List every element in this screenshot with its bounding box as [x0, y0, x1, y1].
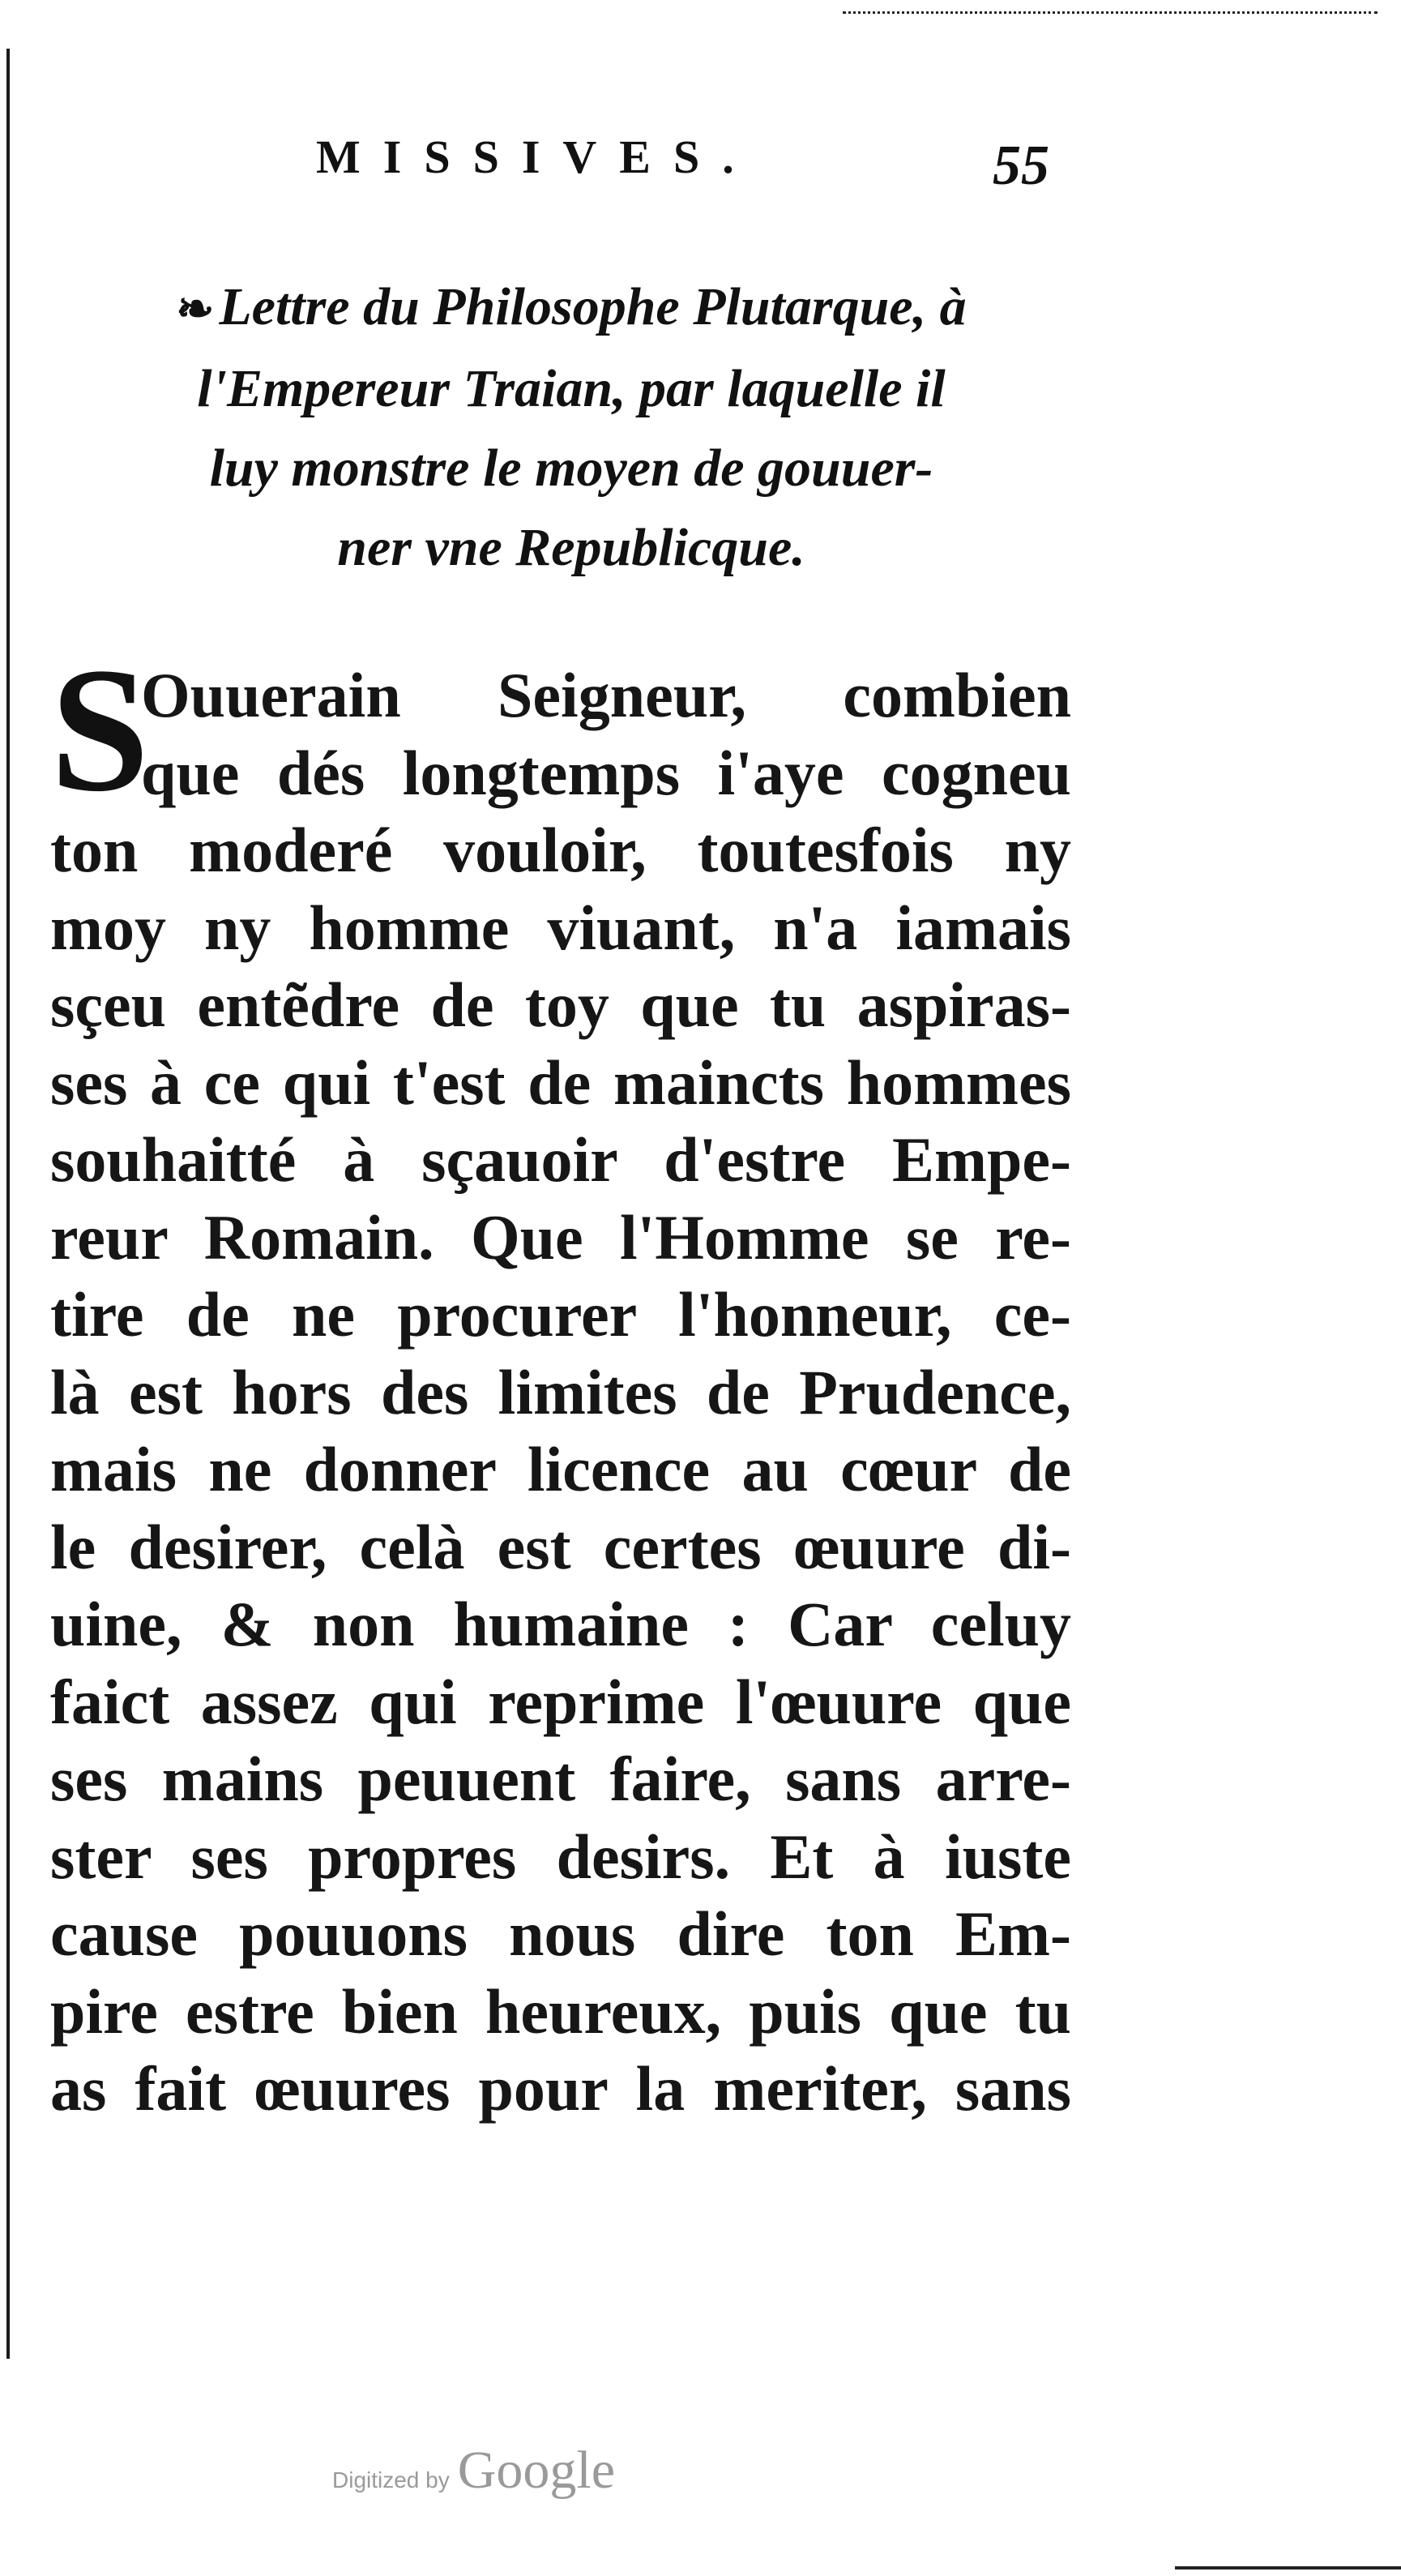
body-line: mais ne donner licence au cœur de — [50, 1434, 1071, 1504]
page-edge-line — [6, 49, 10, 2359]
body-line: moy ny homme viuant, n'a iamais — [50, 892, 1071, 963]
body-line: souhaitté à sçauoir d'estre Empe- — [50, 1124, 1071, 1195]
body-line: cause pouuons nous dire ton Em- — [50, 1898, 1071, 1969]
letter-body — [50, 657, 1071, 2128]
letter-heading — [57, 267, 1086, 588]
heading-line-2: l'Empereur Traian, par laquelle il — [197, 359, 946, 418]
body-line: pire estre bien heureux, puis que tu — [50, 1975, 1071, 2047]
digitization-watermark — [332, 2440, 615, 2501]
heading-line-1: ❧Lettre du Philosophe Plutarque, à — [176, 277, 967, 336]
google-logo: Google — [457, 2441, 616, 2500]
bottom-margin-ink — [1175, 2566, 1401, 2570]
body-line: uine, & non humaine : Car celuy — [50, 1589, 1071, 1659]
body-line: que dés longtemps i'aye cogneu — [141, 737, 1071, 808]
heading-line-4: ner vne Republicque. — [337, 518, 805, 577]
page-number: 55 — [993, 135, 1049, 197]
running-head: MISSIVES. — [316, 131, 757, 183]
body-line: tire de ne procurer l'honneur, ce- — [50, 1279, 1071, 1350]
drop-cap: S — [50, 631, 150, 828]
body-line: ster ses propres desirs. Et à iuste — [50, 1821, 1071, 1892]
body-line: ses à ce qui t'est de maincts hommes — [50, 1046, 1071, 1118]
body-line: ses mains peuuent faire, sans arre- — [50, 1744, 1071, 1814]
body-line: as fait œuures pour la meriter, sans — [50, 2053, 1071, 2124]
body-line: faict assez qui reprime l'œuure que — [50, 1666, 1071, 1737]
body-line: ton moderé vouloir, toutesfois ny — [50, 815, 1071, 885]
fleuron-icon: ❧ — [176, 285, 215, 335]
body-line: reur Romain. Que l'Homme se re- — [50, 1201, 1071, 1273]
watermark-prefix: Digitized by — [332, 2467, 450, 2493]
heading-line-3: luy monstre le moyen de gouuer- — [209, 439, 933, 498]
body-line: le desirer, celà est certes œuure di- — [50, 1511, 1071, 1582]
body-line: là est hors des limites de Prudence, — [50, 1356, 1071, 1427]
body-line: Ouuerain Seigneur, combien — [141, 660, 1071, 730]
top-margin-ink — [843, 0, 1378, 14]
body-line: sçeu entẽdre de toy que tu aspiras- — [50, 969, 1071, 1040]
